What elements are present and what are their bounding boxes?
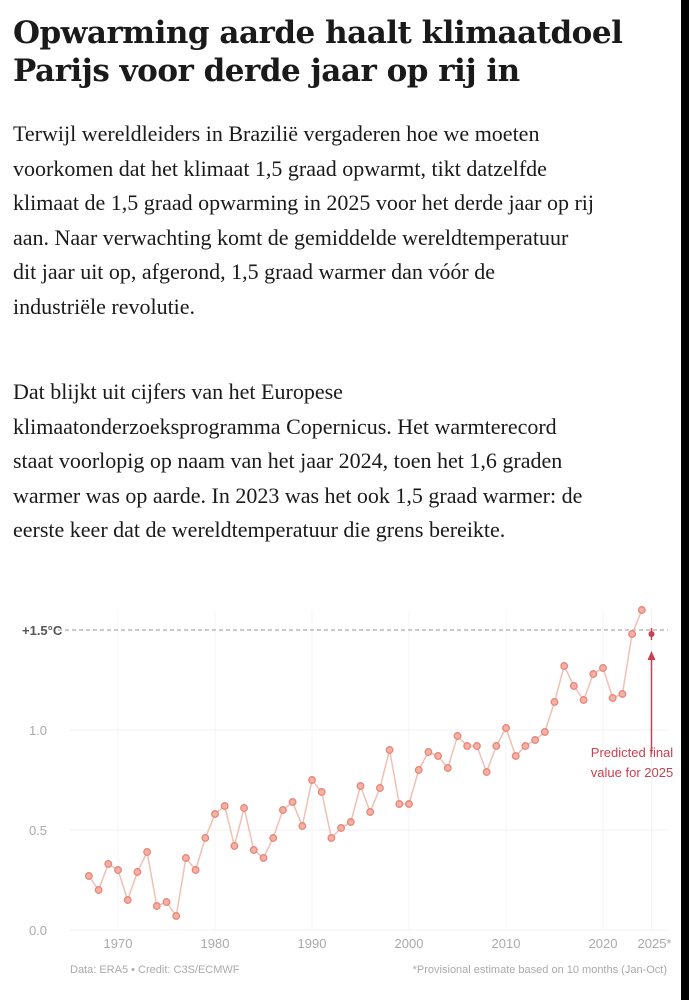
data-point <box>183 855 190 862</box>
data-point <box>251 847 258 854</box>
data-point <box>639 607 646 614</box>
data-point <box>561 663 568 670</box>
text-line: warmer was op aarde. In 2023 was het ook 1,5 graad warmer: de <box>13 482 583 508</box>
text-line: staat voorlopig op naam van het jaar 2024, toen het 1,6 graden <box>13 448 563 474</box>
text-line: klimaat de 1,5 graad opwarming in 2025 voor het derde jaar op rij <box>13 190 594 216</box>
title-line: Parijs voor derde jaar op rij in <box>13 53 520 89</box>
temperature-chart <box>0 590 681 985</box>
y-tick-label: 1.0 <box>28 723 48 738</box>
data-point <box>348 819 355 826</box>
data-point <box>396 801 403 808</box>
data-point <box>580 697 587 704</box>
data-point <box>212 811 219 818</box>
data-point <box>435 753 442 760</box>
y-tick-label: 0.5 <box>28 823 48 838</box>
text-line: voorkomen dat het klimaat 1,5 graad opwarmt, tikt datzelfde <box>13 155 547 181</box>
data-point <box>493 743 500 750</box>
data-point <box>173 913 180 920</box>
data-point <box>483 769 490 776</box>
text-line: Terwijl wereldleiders in Brazilië vergaderen hoe we moeten <box>13 121 540 146</box>
data-point <box>289 799 296 806</box>
data-point <box>474 743 481 750</box>
data-point <box>386 747 393 754</box>
x-tick-label: 2010 <box>491 936 521 951</box>
paragraph-2 <box>13 375 582 548</box>
data-point <box>609 695 616 702</box>
data-point <box>600 665 607 672</box>
data-point <box>134 869 141 876</box>
text-line: klimaatonderzoeksprogramma Copernicus. Het warmterecord <box>13 413 557 439</box>
data-point <box>532 737 539 744</box>
data-point <box>115 867 122 874</box>
data-point <box>425 749 432 756</box>
x-tick-label: 1990 <box>297 936 327 951</box>
data-point <box>551 699 558 706</box>
data-point <box>202 835 209 842</box>
data-point <box>192 867 199 874</box>
data-point <box>328 835 335 842</box>
data-point <box>154 903 161 910</box>
series-line <box>89 610 642 916</box>
text-line: Dat blijkt uit cijfers van het Europese <box>13 379 343 404</box>
data-point <box>299 823 306 830</box>
x-tick-label: 1970 <box>103 936 133 951</box>
text-line: dit jaar uit op, afgerond, 1,5 graad warmer dan vóór de <box>13 259 495 285</box>
text-line: aan. Naar verwachting komt de gemiddelde wereldtemperatuur <box>13 224 569 250</box>
prediction-arrow-head <box>648 651 656 660</box>
data-point <box>406 801 413 808</box>
data-point <box>338 825 345 832</box>
data-point <box>260 855 267 862</box>
prediction-point <box>649 631 655 637</box>
y-tick-label: 0.0 <box>28 923 48 938</box>
x-tick-label: 2000 <box>394 936 424 951</box>
text-line: eerste keer dat de wereldtemperatuur die grens bereikte. <box>13 517 506 543</box>
data-point <box>318 789 325 796</box>
data-point <box>309 777 316 784</box>
data-point <box>95 887 102 894</box>
data-point <box>464 743 471 750</box>
data-point <box>231 843 238 850</box>
prediction-annotation: Predicted final <box>590 745 674 760</box>
x-tick-label: 2020 <box>588 936 618 951</box>
title-line: Opwarming aarde haalt klimaatdoel <box>13 15 623 51</box>
data-point <box>280 807 287 814</box>
data-point <box>124 897 131 904</box>
data-point <box>163 899 170 906</box>
x-tick-label: 1980 <box>200 936 230 951</box>
data-point <box>377 785 384 792</box>
data-point <box>522 743 529 750</box>
data-point <box>629 631 636 638</box>
data-point <box>144 849 151 856</box>
chart-source: Data: ERA5 • Credit: C3S/ECMWF <box>70 964 240 976</box>
screen-edge <box>681 0 689 1000</box>
data-point <box>454 733 461 740</box>
data-point <box>415 767 422 774</box>
chart-footnote: *Provisional estimate based on 10 months (Jan-Oct) <box>412 964 667 976</box>
data-point <box>512 753 519 760</box>
paragraph-1 <box>13 117 594 325</box>
reference-line-label: +1.5°C <box>22 623 63 638</box>
data-point <box>619 691 626 698</box>
data-point <box>445 765 452 772</box>
data-point <box>241 805 248 812</box>
data-point <box>86 873 93 880</box>
prediction-annotation: value for 2025 <box>590 765 674 780</box>
data-point <box>542 729 549 736</box>
data-point <box>590 671 597 678</box>
data-point <box>571 683 578 690</box>
article-title <box>13 14 622 90</box>
x-tick-label: 2025* <box>637 936 672 951</box>
data-point <box>105 861 112 868</box>
data-point <box>367 809 374 816</box>
data-point <box>503 725 510 732</box>
data-point <box>357 783 364 790</box>
text-line: industriële revolutie. <box>13 293 196 319</box>
data-point <box>221 803 228 810</box>
data-point <box>270 835 277 842</box>
